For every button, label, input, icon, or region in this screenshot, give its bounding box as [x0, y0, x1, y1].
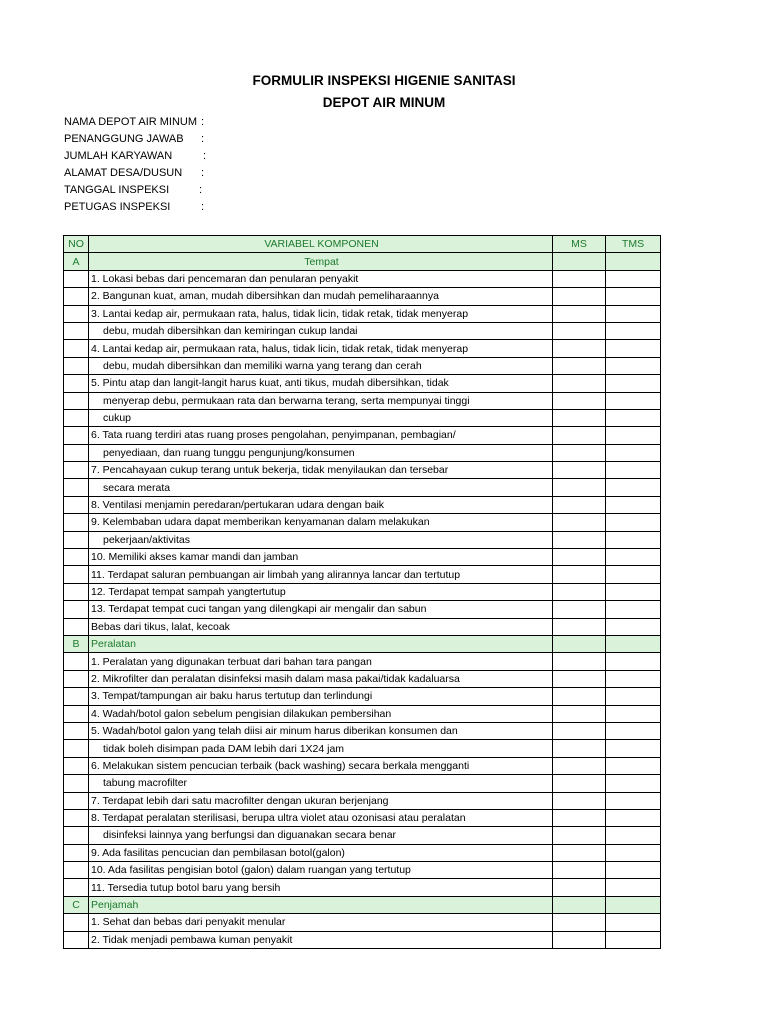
tms-cell[interactable] — [606, 862, 661, 879]
table-row — [64, 879, 661, 896]
table-row — [64, 705, 661, 722]
tms-cell[interactable] — [606, 444, 661, 461]
tms-cell[interactable] — [606, 914, 661, 931]
component-text: 2. Mikrofilter dan peralatan disinfeksi masih dalam masa pakai/tidak kadaluarsa — [89, 670, 553, 687]
table-row — [64, 688, 661, 705]
table-row — [64, 931, 661, 948]
tms-cell[interactable] — [606, 270, 661, 287]
row-number — [64, 322, 89, 339]
tms-cell[interactable] — [606, 375, 661, 392]
table-row — [64, 740, 661, 757]
component-text: 4. Lantai kedap air, permukaan rata, halus, tidak licin, tidak retak, tidak menyerap — [89, 340, 553, 357]
ms-cell[interactable] — [553, 462, 606, 479]
row-number — [64, 688, 89, 705]
tms-cell[interactable] — [606, 409, 661, 426]
component-text: 11. Terdapat saluran pembuangan air limbah yang alirannya lancar dan tertutup — [89, 566, 553, 583]
row-number — [64, 375, 89, 392]
component-text: 5. Pintu atap dan langit-langit harus kuat, anti tikus, mudah dibersihkan, tidak — [89, 375, 553, 392]
ms-cell[interactable] — [553, 444, 606, 461]
row-number — [64, 809, 89, 826]
row-number — [64, 392, 89, 409]
tms-cell[interactable] — [606, 549, 661, 566]
tms-cell[interactable] — [606, 722, 661, 739]
row-number — [64, 566, 89, 583]
row-number: B — [64, 635, 89, 652]
ms-cell[interactable] — [553, 288, 606, 305]
tms-cell — [606, 635, 661, 652]
table-row — [64, 357, 661, 374]
tms-cell[interactable] — [606, 705, 661, 722]
row-number — [64, 827, 89, 844]
header-no: NO — [64, 236, 89, 253]
component-text: 3. Tempat/tampungan air baku harus tertutup dan terlindungi — [89, 688, 553, 705]
info-label: ALAMAT DESA/DUSUN — [64, 167, 183, 179]
tms-cell[interactable] — [606, 514, 661, 531]
component-text: 1. Sehat dan bebas dari penyakit menular — [89, 914, 553, 931]
section-title: Tempat — [89, 253, 553, 270]
table-row — [64, 775, 661, 792]
info-colon: : — [203, 150, 207, 162]
ms-cell[interactable] — [553, 427, 606, 444]
ms-cell[interactable] — [553, 653, 606, 670]
ms-cell[interactable] — [553, 879, 606, 896]
table-row — [64, 340, 661, 357]
tms-cell[interactable] — [606, 583, 661, 600]
component-text: tidak boleh disimpan pada DAM lebih dari 1X24 jam — [89, 740, 553, 757]
info-label: JUMLAH KARYAWAN — [64, 150, 173, 162]
component-text: 10. Ada fasilitas pengisian botol (galon) dalam ruangan yang tertutup — [89, 862, 553, 879]
info-label: TANGGAL INSPEKSI — [64, 184, 170, 196]
ms-cell[interactable] — [553, 931, 606, 948]
table-row — [64, 409, 661, 426]
ms-cell[interactable] — [553, 757, 606, 774]
row-number: C — [64, 896, 89, 913]
table-row — [64, 670, 661, 687]
tms-cell[interactable] — [606, 827, 661, 844]
table-row — [64, 914, 661, 931]
ms-cell[interactable] — [553, 688, 606, 705]
component-text: 8. Terdapat peralatan sterilisasi, berupa ultra violet atau ozonisasi atau peralatan — [89, 809, 553, 826]
ms-cell[interactable] — [553, 322, 606, 339]
row-number — [64, 583, 89, 600]
tms-cell[interactable] — [606, 305, 661, 322]
component-text: 7. Pencahayaan cukup terang untuk bekerja, tidak menyilaukan dan tersebar — [89, 462, 553, 479]
component-text: 1. Peralatan yang digunakan terbuat dari bahan tara pangan — [89, 653, 553, 670]
form-title: FORMULIR INSPEKSI HIGENIE SANITASI — [252, 73, 516, 88]
row-number — [64, 862, 89, 879]
header-ms: MS — [553, 236, 606, 253]
tms-cell[interactable] — [606, 653, 661, 670]
component-text: 6. Melakukan sistem pencucian terbaik (back washing) secara berkala mengganti — [89, 757, 553, 774]
table-row — [64, 653, 661, 670]
table-row — [64, 757, 661, 774]
component-text: 2. Tidak menjadi pembawa kuman penyakit — [89, 931, 553, 948]
row-number — [64, 757, 89, 774]
table-row — [64, 601, 661, 618]
row-number: A — [64, 253, 89, 270]
table-row — [64, 496, 661, 513]
ms-cell[interactable] — [553, 305, 606, 322]
table-row — [64, 270, 661, 287]
tms-cell[interactable] — [606, 844, 661, 861]
component-text: menyerap debu, permukaan rata dan berwarna terang, serta mempunyai tinggi — [89, 392, 553, 409]
table-row — [64, 618, 661, 635]
table-header-row — [64, 236, 661, 253]
ms-cell[interactable] — [553, 618, 606, 635]
ms-cell[interactable] — [553, 844, 606, 861]
tms-cell[interactable] — [606, 618, 661, 635]
table-row — [64, 479, 661, 496]
ms-cell[interactable] — [553, 705, 606, 722]
component-text: 2. Bangunan kuat, aman, mudah dibersihkan dan mudah pemeliharaannya — [89, 288, 553, 305]
tms-cell[interactable] — [606, 496, 661, 513]
table-row — [64, 322, 661, 339]
ms-cell[interactable] — [553, 531, 606, 548]
tms-cell[interactable] — [606, 775, 661, 792]
row-number — [64, 618, 89, 635]
component-text: 6. Tata ruang terdiri atas ruang proses pengolahan, penyimpanan, pembagian/ — [89, 427, 553, 444]
ms-cell[interactable] — [553, 340, 606, 357]
info-row — [64, 182, 203, 199]
row-number — [64, 879, 89, 896]
component-text: disinfeksi lainnya yang berfungsi dan diguanakan secara benar — [89, 827, 553, 844]
row-number — [64, 914, 89, 931]
tms-cell[interactable] — [606, 392, 661, 409]
component-text: debu, mudah dibersihkan dan kemiringan cukup landai — [89, 322, 553, 339]
table-row — [64, 531, 661, 548]
tms-cell[interactable] — [606, 792, 661, 809]
table-row — [64, 305, 661, 322]
table-row — [64, 427, 661, 444]
row-number — [64, 496, 89, 513]
tms-cell[interactable] — [606, 479, 661, 496]
row-number — [64, 288, 89, 305]
ms-cell[interactable] — [553, 549, 606, 566]
ms-cell[interactable] — [553, 392, 606, 409]
info-colon: : — [201, 133, 205, 145]
row-number — [64, 427, 89, 444]
ms-cell[interactable] — [553, 670, 606, 687]
table-row — [64, 514, 661, 531]
info-row — [64, 114, 205, 131]
component-text: penyediaan, dan ruang tunggu pengunjung/konsumen — [89, 444, 553, 461]
component-text: 13. Terdapat tempat cuci tangan yang dilengkapi air mengalir dan sabun — [89, 601, 553, 618]
info-label: PETUGAS INSPEKSI — [64, 201, 171, 213]
component-text: 12. Terdapat tempat sampah yangtertutup — [89, 583, 553, 600]
component-text: 9. Kelembaban udara dapat memberikan kenyamanan dalam melakukan — [89, 514, 553, 531]
row-number — [64, 270, 89, 287]
info-row — [64, 131, 205, 148]
ms-cell — [553, 896, 606, 913]
row-number — [64, 740, 89, 757]
component-text: debu, mudah dibersihkan dan memiliki warna yang terang dan cerah — [89, 357, 553, 374]
table-row — [64, 549, 661, 566]
tms-cell[interactable] — [606, 357, 661, 374]
table-row — [64, 375, 661, 392]
ms-cell[interactable] — [553, 722, 606, 739]
ms-cell[interactable] — [553, 270, 606, 287]
ms-cell[interactable] — [553, 792, 606, 809]
table-row — [64, 288, 661, 305]
row-number — [64, 601, 89, 618]
component-text: 9. Ada fasilitas pencucian dan pembilasan botol(galon) — [89, 844, 553, 861]
ms-cell[interactable] — [553, 566, 606, 583]
tms-cell[interactable] — [606, 931, 661, 948]
section-row — [64, 635, 661, 652]
table-row — [64, 844, 661, 861]
tms-cell[interactable] — [606, 288, 661, 305]
tms-cell[interactable] — [606, 531, 661, 548]
ms-cell[interactable] — [553, 375, 606, 392]
ms-cell[interactable] — [553, 357, 606, 374]
info-row — [64, 148, 207, 165]
tms-cell[interactable] — [606, 566, 661, 583]
info-row — [64, 199, 205, 216]
component-text: 7. Terdapat lebih dari satu macrofilter dengan ukuran berjenjang — [89, 792, 553, 809]
table-row — [64, 809, 661, 826]
ms-cell[interactable] — [553, 862, 606, 879]
table-row — [64, 862, 661, 879]
table-row — [64, 392, 661, 409]
section-title: Peralatan — [89, 635, 553, 652]
tms-cell[interactable] — [606, 757, 661, 774]
component-text: 3. Lantai kedap air, permukaan rata, halus, tidak licin, tidak retak, tidak menyerap — [89, 305, 553, 322]
section-title: Penjamah — [89, 896, 553, 913]
tms-cell — [606, 896, 661, 913]
row-number — [64, 549, 89, 566]
component-text: 5. Wadah/botol galon yang telah diisi air minum harus diberikan konsumen dan — [89, 722, 553, 739]
ms-cell[interactable] — [553, 809, 606, 826]
ms-cell[interactable] — [553, 601, 606, 618]
row-number — [64, 931, 89, 948]
table-row — [64, 792, 661, 809]
info-label: PENANGGUNG JAWAB — [64, 133, 184, 145]
row-number — [64, 722, 89, 739]
tms-cell[interactable] — [606, 340, 661, 357]
section-row — [64, 896, 661, 913]
tms-cell[interactable] — [606, 322, 661, 339]
tms-cell[interactable] — [606, 462, 661, 479]
inspection-table — [63, 235, 661, 949]
row-number — [64, 340, 89, 357]
row-number — [64, 444, 89, 461]
component-text: 4. Wadah/botol galon sebelum pengisian dilakukan pembersihan — [89, 705, 553, 722]
component-text: 8. Ventilasi menjamin peredaran/pertukaran udara dengan baik — [89, 496, 553, 513]
row-number — [64, 409, 89, 426]
table-row — [64, 722, 661, 739]
row-number — [64, 775, 89, 792]
tms-cell[interactable] — [606, 427, 661, 444]
row-number — [64, 670, 89, 687]
ms-cell[interactable] — [553, 775, 606, 792]
header-tms: TMS — [606, 236, 661, 253]
row-number — [64, 653, 89, 670]
ms-cell — [553, 635, 606, 652]
tms-cell[interactable] — [606, 740, 661, 757]
component-text: pekerjaan/aktivitas — [89, 531, 553, 548]
tms-cell[interactable] — [606, 601, 661, 618]
info-fields — [64, 114, 207, 216]
tms-cell[interactable] — [606, 688, 661, 705]
tms-cell[interactable] — [606, 670, 661, 687]
table-row — [64, 444, 661, 461]
ms-cell[interactable] — [553, 479, 606, 496]
ms-cell[interactable] — [553, 409, 606, 426]
ms-cell[interactable] — [553, 827, 606, 844]
tms-cell — [606, 253, 661, 270]
header-component: VARIABEL KOMPONEN — [89, 236, 553, 253]
ms-cell — [553, 253, 606, 270]
row-number — [64, 462, 89, 479]
row-number — [64, 844, 89, 861]
row-number — [64, 705, 89, 722]
component-text: secara merata — [89, 479, 553, 496]
component-text: cukup — [89, 409, 553, 426]
ms-cell[interactable] — [553, 914, 606, 931]
row-number — [64, 531, 89, 548]
component-text: 11. Tersedia tutup botol baru yang bersih — [89, 879, 553, 896]
info-colon: : — [201, 201, 205, 213]
tms-cell[interactable] — [606, 879, 661, 896]
row-number — [64, 514, 89, 531]
info-label: NAMA DEPOT AIR MINUM — [64, 116, 198, 128]
ms-cell[interactable] — [553, 514, 606, 531]
component-text: 1. Lokasi bebas dari pencemaran dan penularan penyakit — [89, 270, 553, 287]
info-colon: : — [201, 167, 205, 179]
info-row — [64, 165, 205, 182]
row-number — [64, 357, 89, 374]
row-number — [64, 479, 89, 496]
component-text: Bebas dari tikus, lalat, kecoak — [89, 618, 553, 635]
ms-cell[interactable] — [553, 496, 606, 513]
table-row — [64, 566, 661, 583]
row-number — [64, 305, 89, 322]
row-number — [64, 792, 89, 809]
section-row — [64, 253, 661, 270]
form-subtitle: DEPOT AIR MINUM — [322, 95, 446, 110]
ms-cell[interactable] — [553, 740, 606, 757]
table-row — [64, 583, 661, 600]
table-row — [64, 462, 661, 479]
tms-cell[interactable] — [606, 809, 661, 826]
table-row — [64, 827, 661, 844]
component-text: 10. Memiliki akses kamar mandi dan jamban — [89, 549, 553, 566]
ms-cell[interactable] — [553, 583, 606, 600]
component-text: tabung macrofilter — [89, 775, 553, 792]
info-colon: : — [201, 116, 205, 128]
info-colon: : — [199, 184, 203, 196]
